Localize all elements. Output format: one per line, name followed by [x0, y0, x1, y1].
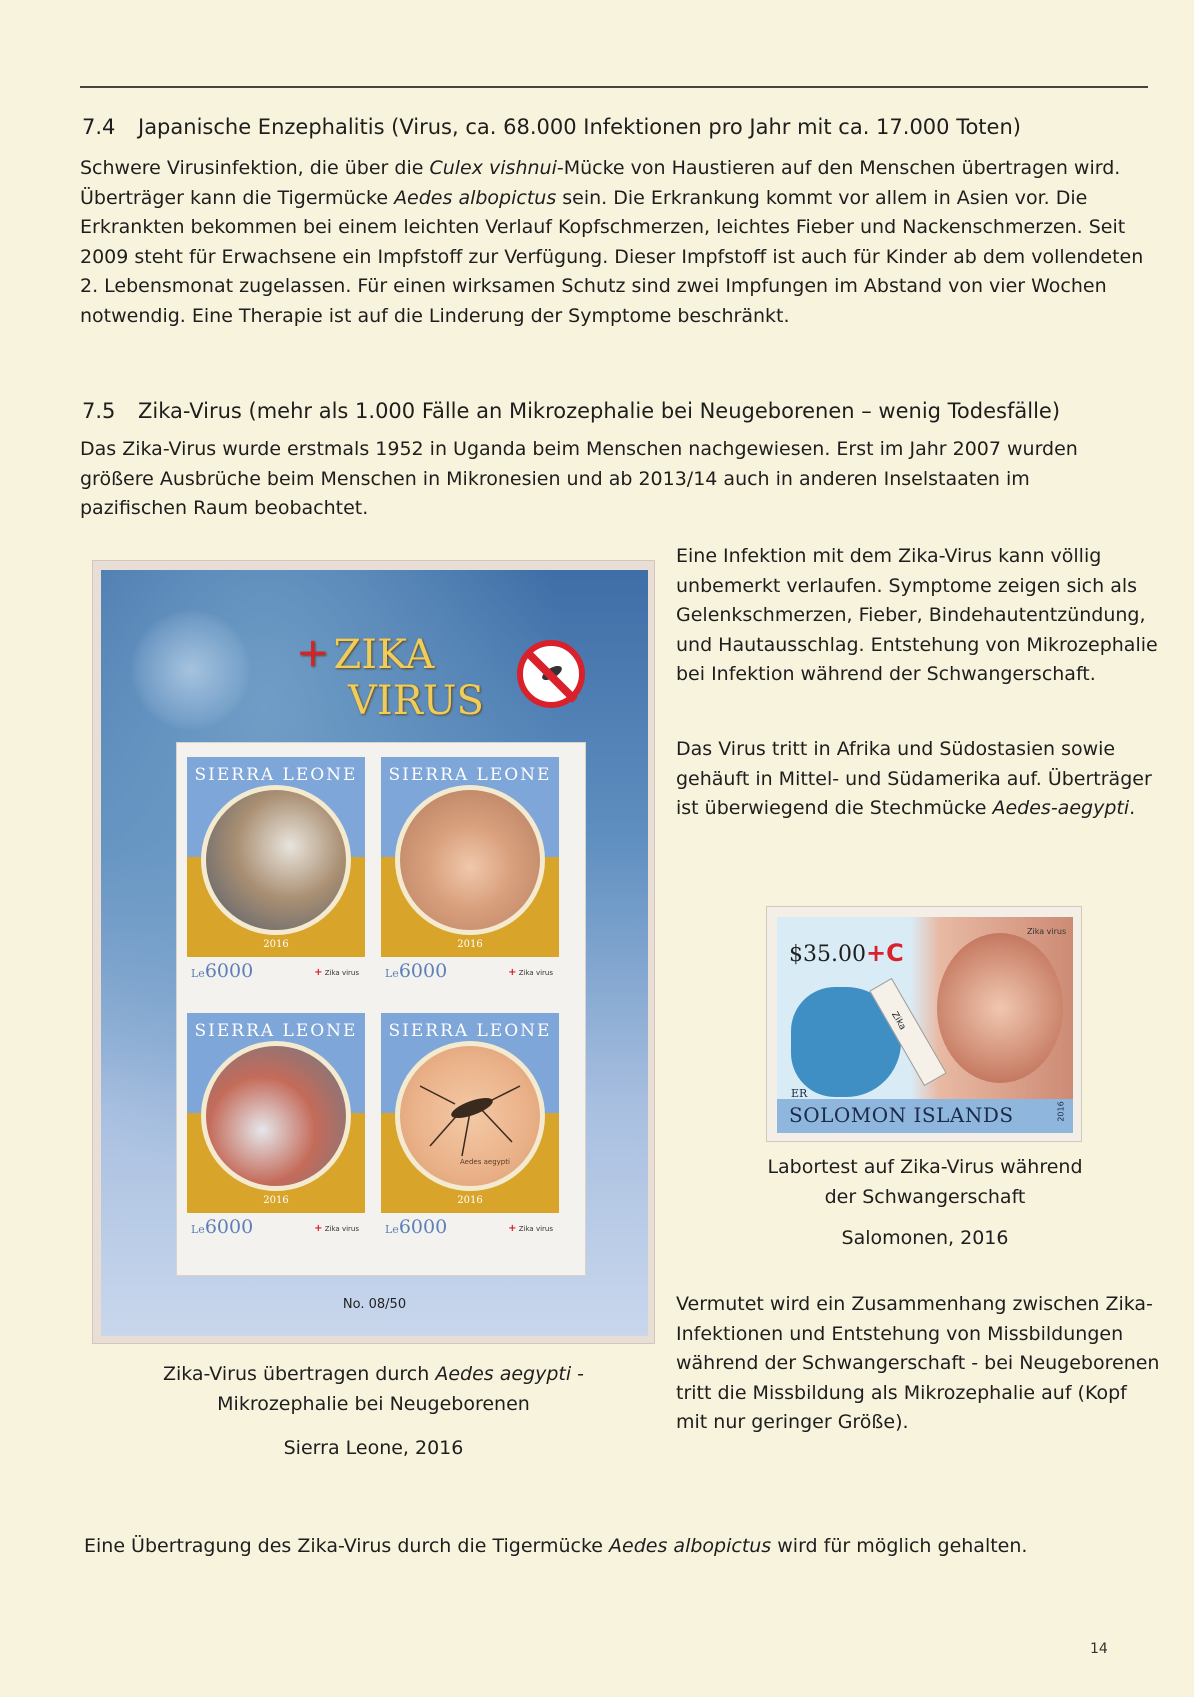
- caption-text: -: [571, 1363, 585, 1385]
- species-name: Aedes-aegypti: [992, 797, 1130, 819]
- stamp-mini-label: [508, 967, 553, 978]
- stamp-country: SOLOMON ISLANDS: [789, 1103, 1014, 1127]
- stamp-block: [176, 742, 586, 1276]
- species-name: Culex vishnui: [429, 157, 557, 179]
- value-number: 6000: [204, 960, 254, 982]
- red-cross-icon: +C: [865, 939, 904, 967]
- caption-line1: Labortest auf Zika-Virus während: [767, 1156, 1083, 1178]
- red-cross-icon: +: [508, 1223, 517, 1234]
- value-prefix: Le: [385, 967, 399, 980]
- value-number: $35.00: [789, 942, 866, 967]
- solomon-islands-stamp: [766, 906, 1082, 1142]
- body-text: Eine Übertragung des Zika-Virus durch die Tigermücke: [84, 1535, 610, 1557]
- stamp-year: 2016: [263, 939, 289, 950]
- stamp-value: [385, 960, 447, 982]
- body-text: .: [1129, 797, 1136, 819]
- solomon-caption: [720, 1153, 1130, 1212]
- womb-illustration: [937, 933, 1063, 1083]
- zika-distribution-paragraph: [676, 735, 1156, 824]
- body-text: wird für möglich gehalten.: [771, 1535, 1028, 1557]
- red-cross-icon: +: [296, 630, 330, 676]
- value-prefix: Le: [385, 1223, 399, 1236]
- sheet-title-line1: ZIKA: [333, 632, 435, 678]
- caption-line2: der Schwangerschaft: [824, 1185, 1026, 1208]
- stamp-picture-lab-test: [777, 917, 1073, 1133]
- stamp-year: 2016: [457, 1195, 483, 1206]
- mini-label-text: Zika virus: [324, 969, 359, 977]
- sheet-background: [101, 570, 648, 1336]
- stamp-value: [191, 1216, 253, 1238]
- section-7-4-body: [80, 154, 1152, 331]
- mini-label-text: Zika virus: [324, 1225, 359, 1233]
- species-name: Aedes albopictus: [394, 186, 557, 209]
- sierra-leone-caption: [92, 1360, 655, 1419]
- stamp-mini-label: [314, 967, 359, 978]
- tube-label: Zika: [889, 1010, 908, 1032]
- value-number: 6000: [398, 960, 448, 982]
- section-7-4-heading: [82, 113, 1021, 141]
- section-title: Japanische Enzephalitis (Virus, ca. 68.000 Infektionen pro Jahr mit ca. 17.000 Toten): [138, 115, 1021, 139]
- section-number: 7.5: [82, 399, 116, 423]
- body-text: Das Virus tritt in Afrika und Südostasien sowie gehäuft in Mittel- und Südamerika auf. Überträger ist überwiegend die Stechmücke: [676, 738, 1152, 819]
- body-text: sein. Die Erkrankung kommt vor allem in Asien vor. Die Erkrankten bekommen bei einem leichten Verlauf Kopfschmerzen, leichtes Fieber und Nackenschmerzen. Seit 2009 steht für Erwachsene ein Impfstoff zur Verfügung. Dieser Impfstoff ist auch für Kinder ab dem vollendeten 2. Lebensmonat zugelassen. Für einen wirksamen Schutz sind zwei Impfungen im Abstand von vier Wochen notwendig. Eine Therapie ist auf die Linderung der Symptome beschränkt.: [80, 186, 1144, 327]
- solomon-origin: Salomonen, 2016: [841, 1227, 1009, 1249]
- stamp-corner-label: Zika virus: [1027, 927, 1067, 936]
- swirl-ornament: [131, 610, 251, 730]
- closing-sentence: [84, 1532, 1164, 1562]
- royal-cypher: ER: [791, 1087, 808, 1100]
- stamp-year: 2016: [1056, 1101, 1066, 1122]
- section-title: Zika-Virus (mehr als 1.000 Fälle an Mikrozephalie bei Neugeborenen – wenig Todesfälle): [138, 399, 1061, 423]
- section-7-5-heading: [82, 397, 1060, 425]
- page-number: 14: [1090, 1641, 1108, 1657]
- sheet-title-line2: VIRUS: [348, 678, 484, 724]
- top-rule: [80, 86, 1148, 88]
- species-name: Aedes albopictus: [609, 1535, 772, 1557]
- value-prefix: Le: [191, 1223, 205, 1236]
- stamp-mini-label: [508, 1223, 553, 1234]
- stamp-value: [789, 939, 904, 967]
- stamp-scientist: [187, 757, 365, 985]
- value-number: 6000: [204, 1216, 254, 1238]
- sheet-number: No. 08/50: [342, 1297, 407, 1312]
- body-text: -Mücke von Haustieren auf den Menschen übertragen wird. Überträger kann die Tigermücke: [80, 157, 1121, 209]
- stamp-picture-baby: [201, 1041, 351, 1191]
- stamp-picture-newborn: [395, 785, 545, 935]
- body-text: Schwere Virusinfektion, die über die: [80, 157, 430, 179]
- stamp-country: SIERRA LEONE: [194, 765, 358, 785]
- stamp-year: 2016: [263, 1195, 289, 1206]
- no-mosquito-icon: [517, 640, 585, 708]
- value-prefix: Le: [191, 967, 205, 980]
- caption-text: Zika-Virus übertragen durch: [162, 1363, 436, 1385]
- value-number: 6000: [398, 1216, 448, 1238]
- mosquito-caption: Aedes aegypti: [460, 1158, 510, 1166]
- stamp-picture-mosquito: [395, 1041, 545, 1191]
- zika-malformation-paragraph: Vermutet wird ein Zusammenhang zwischen Zika-Infektionen und Entstehung von Missbildungen während der Schwangerschaft - bei Neugeborenen tritt die Missbildung als Mikrozephalie auf (Kopf mit nur geringer Größe).: [676, 1293, 1160, 1433]
- red-cross-icon: +: [508, 967, 517, 978]
- sierra-leone-origin: Sierra Leone, 2016: [283, 1437, 464, 1459]
- mini-label-text: Zika virus: [518, 1225, 553, 1233]
- species-name: Aedes aegypti: [435, 1363, 572, 1385]
- section-7-5-intro: Das Zika-Virus wurde erstmals 1952 in Uganda beim Menschen nachgewiesen. Erst im Jahr 2007 wurden größere Ausbrüche beim Menschen in Mikronesien und ab 2013/14 auch in anderen Inselstaaten im pazifischen Raum beobachtet.: [80, 438, 1078, 519]
- stamp-country: SIERRA LEONE: [388, 1021, 552, 1041]
- sierra-leone-stamp-sheet: [92, 560, 655, 1344]
- stamp-mosquito: [381, 1013, 559, 1241]
- caption-line2: Mikrozephalie bei Neugeborenen: [217, 1392, 530, 1415]
- stamp-country: SIERRA LEONE: [194, 1021, 358, 1041]
- stamp-newborn-measure: [381, 757, 559, 985]
- stamp-value: [191, 960, 253, 982]
- stamp-mini-label: [314, 1223, 359, 1234]
- stamp-crying-baby: [187, 1013, 365, 1241]
- stamp-picture-scientist: [201, 785, 351, 935]
- prohibition-bar: [524, 649, 578, 703]
- stamp-year: 2016: [457, 939, 483, 950]
- zika-symptoms-paragraph: Eine Infektion mit dem Zika-Virus kann völlig unbemerkt verlaufen. Symptome zeigen sich als Gelenkschmerzen, Fieber, Bindehautentzündung, und Hautausschlag. Entstehung von Mikrozephalie bei Infektion während der Schwangerschaft.: [676, 545, 1158, 685]
- section-number: 7.4: [82, 115, 116, 139]
- red-cross-icon: +: [314, 967, 323, 978]
- stamp-value: [385, 1216, 447, 1238]
- red-cross-icon: +: [314, 1223, 323, 1234]
- stamp-country: SIERRA LEONE: [388, 765, 552, 785]
- mini-label-text: Zika virus: [518, 969, 553, 977]
